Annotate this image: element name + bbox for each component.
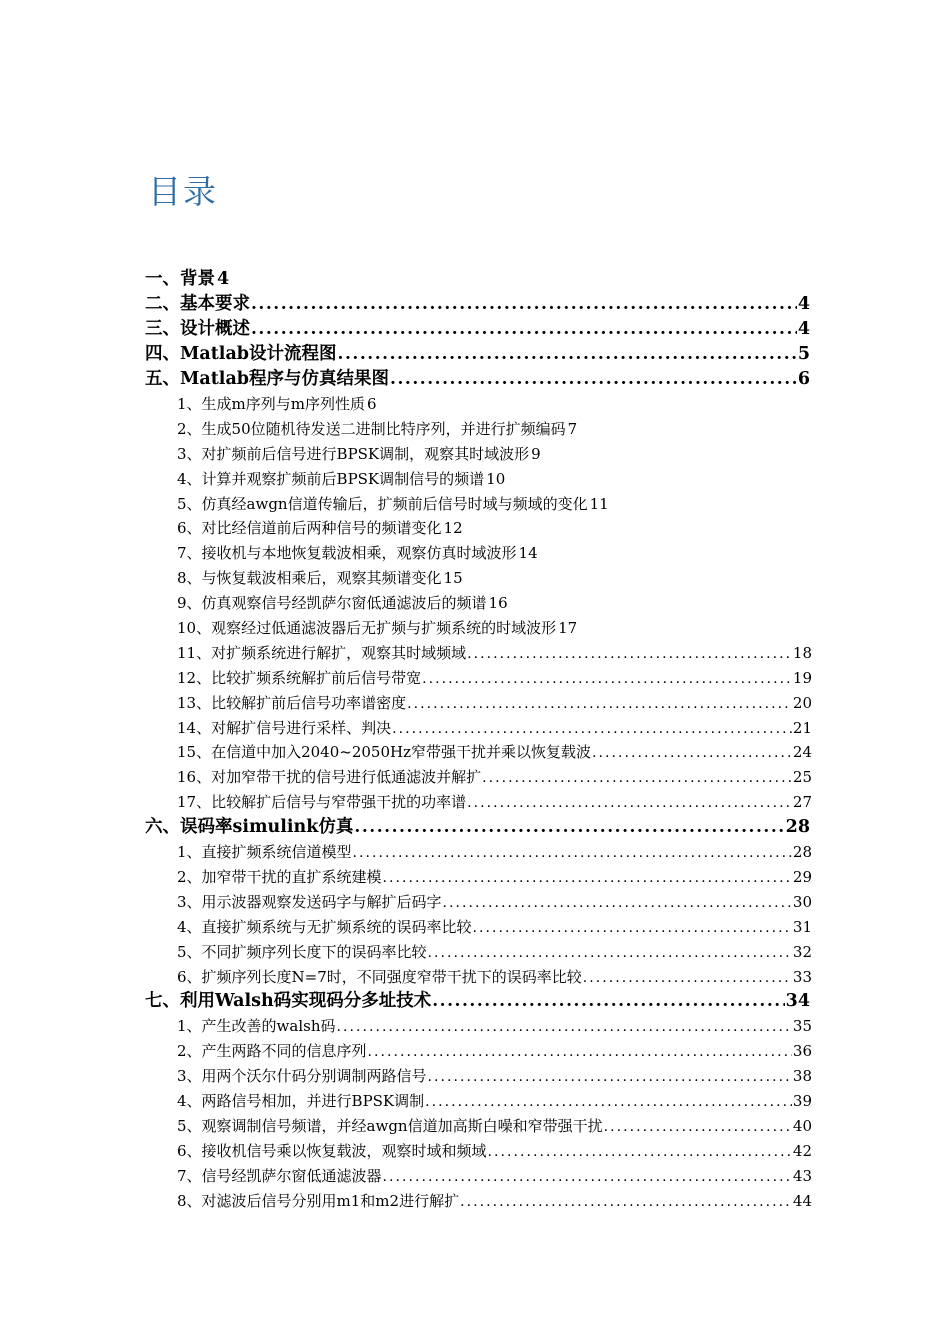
- toc-entry-label: 5、不同扩频序列长度下的误码率比较: [177, 942, 427, 961]
- toc-entry-label: 一、背景: [145, 269, 215, 289]
- toc-page-number: 25: [792, 768, 812, 787]
- toc-entry-label: 10、观察经过低通滤波器后无扩频与扩频系统的时域波形: [177, 619, 557, 638]
- toc-dot-leader: [604, 1115, 792, 1139]
- toc-dot-leader: [422, 667, 792, 691]
- toc-entry-label: 11、对扩频系统进行解扩，观察其时域频域: [177, 643, 467, 662]
- toc-dot-leader: [368, 1040, 792, 1064]
- toc-page-number: 16: [488, 594, 508, 613]
- toc-subsection-entry[interactable]: [145, 915, 812, 940]
- toc-subsection-entry[interactable]: [145, 1164, 812, 1189]
- toc-dot-leader: [428, 941, 792, 965]
- toc-entry-label: 6、接收机信号乘以恢复载波，观察时域和频域: [177, 1141, 487, 1160]
- toc-dot-leader: [425, 1090, 792, 1114]
- toc-entry-label: 7、接收机与本地恢复载波相乘，观察仿真时域波形: [177, 544, 517, 563]
- toc-page-number: 21: [792, 718, 812, 737]
- toc-page-number: 30: [792, 892, 812, 911]
- toc-page-number: 4: [797, 319, 810, 339]
- toc-entry-label: 17、比较解扩后信号与窄带强干扰的功率谱: [177, 793, 467, 812]
- toc-page-number: 32: [792, 942, 812, 961]
- toc-entry-label: 7、信号经凯萨尔窗低通滤波器: [177, 1166, 382, 1185]
- toc-dot-leader: [407, 692, 792, 716]
- toc-page-number: 20: [792, 693, 812, 712]
- toc-entry-label: 8、对滤波后信号分别用m1和m2进行解扩: [177, 1191, 460, 1210]
- toc-subsection-entry[interactable]: [145, 641, 812, 666]
- toc-subsection-entry[interactable]: [145, 890, 812, 915]
- toc-subsection-entry[interactable]: [145, 541, 812, 566]
- toc-page-number: 33: [792, 967, 812, 986]
- toc-subsection-entry[interactable]: [145, 691, 812, 716]
- toc-entry-label: 1、直接扩频系统信道模型: [177, 843, 352, 862]
- toc-entry-label: 4、两路信号相加，并进行BPSK调制: [177, 1092, 425, 1111]
- toc-subsection-entry[interactable]: [145, 1064, 812, 1089]
- toc-entry-label: 1、产生改善的walsh码: [177, 1017, 336, 1036]
- toc-entry-label: 4、直接扩频系统与无扩频系统的误码率比较: [177, 917, 472, 936]
- toc-entry-label: 6、对比经信道前后两种信号的频谱变化: [177, 519, 442, 538]
- toc-page-number: 14: [518, 544, 538, 563]
- toc-subsection-entry[interactable]: [145, 840, 812, 865]
- toc-subsection-entry[interactable]: [145, 740, 812, 765]
- toc-page-number: 27: [792, 793, 812, 812]
- toc-dot-leader: [336, 1015, 791, 1039]
- toc-subsection-entry[interactable]: [145, 1089, 812, 1114]
- toc-entry-label: 4、计算并观察扩频前后BPSK调制信号的频谱: [177, 469, 485, 488]
- toc-page-number: 42: [792, 1141, 812, 1160]
- toc-entry-label: 3、用示波器观察发送码字与解扩后码字: [177, 892, 442, 911]
- toc-subsection-entry[interactable]: [145, 865, 812, 890]
- toc-dot-leader: [583, 966, 792, 990]
- toc-entry-label: 16、对加窄带干扰的信号进行低通滤波并解扩: [177, 768, 482, 787]
- toc-page-number: 31: [792, 917, 812, 936]
- toc-dot-leader: [428, 1065, 792, 1089]
- toc-page-number: 39: [792, 1092, 812, 1111]
- toc-subsection-entry[interactable]: [145, 1014, 812, 1039]
- toc-page-number: 36: [792, 1042, 812, 1061]
- toc-dot-leader: [390, 367, 797, 392]
- toc-entry-label: 1、生成m序列与m序列性质: [177, 395, 365, 413]
- toc-page-number: 6: [797, 369, 810, 389]
- toc-page-number: 34: [785, 991, 810, 1012]
- toc-page-number: 28: [792, 843, 812, 862]
- toc-dot-leader: [488, 1140, 792, 1164]
- toc-section-entry[interactable]: [145, 367, 810, 392]
- toc-page-number: 9: [531, 444, 541, 463]
- toc-subsection-entry[interactable]: [145, 716, 812, 741]
- toc-dot-leader: [354, 815, 784, 840]
- toc-page-number: 6: [367, 395, 377, 413]
- toc-subsection-entry[interactable]: [145, 1114, 812, 1139]
- toc-subsection-entry[interactable]: [145, 516, 812, 541]
- toc-subsection-entry[interactable]: [145, 442, 812, 467]
- toc-dot-leader: [383, 866, 792, 890]
- toc-subsection-entry[interactable]: [145, 1139, 812, 1164]
- toc-entry-label: 14、对解扩信号进行采样、判决: [177, 718, 392, 737]
- toc-dot-leader: [251, 292, 797, 317]
- toc-title: 目录: [148, 172, 218, 211]
- toc-page-number: 7: [567, 419, 578, 438]
- toc-dot-leader: [353, 841, 792, 865]
- toc-dot-leader: [482, 766, 792, 790]
- toc-subsection-entry[interactable]: [145, 392, 812, 417]
- toc-page-number: 19: [792, 668, 812, 687]
- toc-section-entry[interactable]: [145, 317, 810, 342]
- toc-page-number: 5: [797, 344, 810, 364]
- toc-entry-label: 2、加窄带干扰的直扩系统建模: [177, 868, 382, 887]
- toc-entry-label: 5、仿真经awgn信道传输后，扩频前后信号时域与频域的变化: [177, 494, 588, 513]
- toc-section-entry[interactable]: [145, 989, 810, 1014]
- toc-entry-label: 5、观察调制信号频谱，并经awgn信道加高斯白噪和窄带强干扰: [177, 1117, 603, 1136]
- toc-page-number: 17: [558, 619, 578, 638]
- toc-dot-leader: [251, 317, 797, 342]
- toc-entry-label: 七、利用Walsh码实现码分多址技术: [145, 991, 432, 1012]
- toc-dot-leader: [473, 916, 792, 940]
- toc-entry-label: 二、基本要求: [145, 294, 250, 314]
- toc-entry-label: 9、仿真观察信号经凯萨尔窗低通滤波后的频谱: [177, 594, 487, 613]
- toc-page-number: 18: [792, 643, 812, 662]
- toc-subsection-entry[interactable]: [145, 1189, 812, 1214]
- toc-subsection-entry[interactable]: [145, 1039, 812, 1064]
- toc-dot-leader: [432, 989, 784, 1014]
- toc-entry-label: 四、Matlab设计流程图: [145, 344, 337, 364]
- toc-entry-label: 3、用两个沃尔什码分别调制两路信号: [177, 1067, 427, 1086]
- toc-subsection-entry[interactable]: [145, 616, 812, 641]
- toc-page-number: 43: [792, 1166, 812, 1185]
- toc-subsection-entry[interactable]: [145, 965, 812, 990]
- table-of-contents: [145, 267, 810, 1214]
- toc-entry-label: 13、比较解扩前后信号功率谱密度: [177, 693, 407, 712]
- toc-page-number: 38: [792, 1067, 812, 1086]
- toc-section-entry[interactable]: [145, 267, 810, 292]
- toc-page-number: 28: [785, 817, 810, 838]
- toc-entry-label: 2、生成50位随机待发送二进制比特序列，并进行扩频编码: [177, 419, 566, 438]
- toc-page-number: 12: [443, 519, 463, 538]
- toc-subsection-entry[interactable]: [145, 940, 812, 965]
- toc-dot-leader: [467, 791, 792, 815]
- toc-page-number: 35: [792, 1017, 812, 1036]
- toc-entry-label: 8、与恢复载波相乘后，观察其频谱变化: [177, 569, 442, 588]
- toc-dot-leader: [443, 891, 792, 915]
- toc-subsection-entry[interactable]: [145, 790, 812, 815]
- toc-entry-label: 15、在信道中加入2040~2050Hz窄带强干扰并乘以恢复载波: [177, 743, 591, 762]
- toc-entry-label: 六、误码率simulink仿真: [145, 817, 354, 838]
- toc-subsection-entry[interactable]: [145, 666, 812, 691]
- toc-dot-leader: [460, 1190, 792, 1214]
- toc-subsection-entry[interactable]: [145, 417, 812, 442]
- toc-page-number: 44: [792, 1191, 812, 1210]
- toc-entry-label: 三、设计概述: [145, 319, 250, 339]
- toc-section-entry[interactable]: [145, 292, 810, 317]
- toc-subsection-entry[interactable]: [145, 467, 812, 492]
- toc-page-number: 40: [792, 1117, 812, 1136]
- toc-page-number: 4: [217, 269, 230, 289]
- toc-subsection-entry[interactable]: [145, 492, 812, 517]
- toc-dot-leader: [467, 642, 792, 666]
- toc-page-number: 24: [792, 743, 812, 762]
- toc-entry-label: 2、产生两路不同的信息序列: [177, 1042, 367, 1061]
- toc-entry-label: 五、Matlab程序与仿真结果图: [145, 369, 390, 389]
- toc-section-entry[interactable]: [145, 342, 810, 367]
- toc-entry-label: 12、比较扩频系统解扩前后信号带宽: [177, 668, 422, 687]
- toc-entry-label: 6、扩频序列长度N=7时，不同强度窄带干扰下的误码率比较: [177, 967, 582, 986]
- toc-page-number: 4: [797, 294, 810, 314]
- toc-subsection-entry[interactable]: [145, 591, 812, 616]
- toc-section-entry[interactable]: [145, 815, 810, 840]
- toc-dot-leader: [338, 342, 797, 367]
- toc-page-number: 11: [589, 494, 609, 513]
- toc-dot-leader: [592, 741, 792, 765]
- toc-subsection-entry[interactable]: [145, 566, 812, 591]
- toc-dot-leader: [383, 1165, 792, 1189]
- toc-dot-leader: [392, 717, 792, 741]
- toc-page-number: 15: [443, 569, 463, 588]
- toc-page-number: 10: [486, 469, 506, 488]
- toc-subsection-entry[interactable]: [145, 765, 812, 790]
- toc-entry-label: 3、对扩频前后信号进行BPSK调制，观察其时域波形: [177, 444, 530, 463]
- toc-page-number: 29: [792, 868, 812, 887]
